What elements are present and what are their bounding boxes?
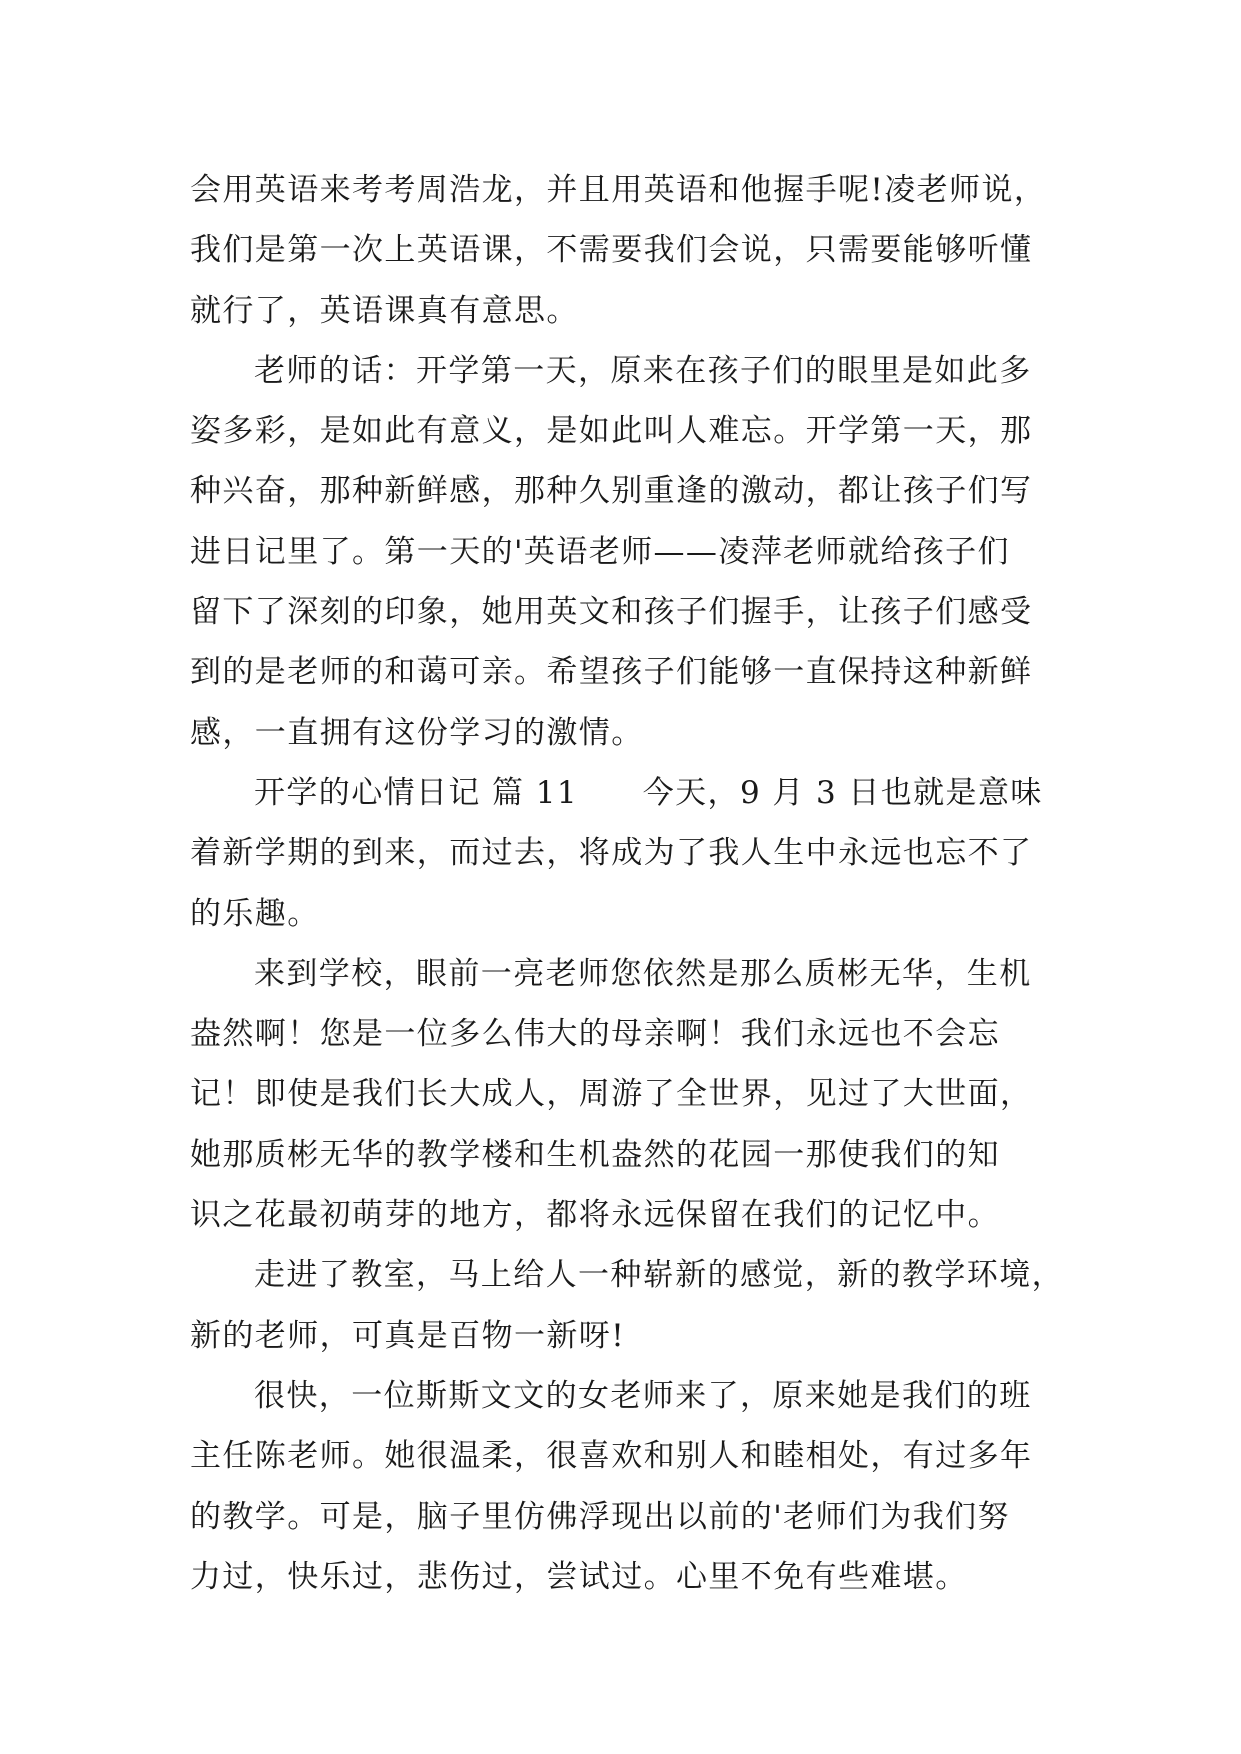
text-line: 盎然啊！您是一位多么伟大的母亲啊！我们永远也不会忘 [190, 1016, 1000, 1053]
text-line: 的乐趣。 [190, 895, 320, 932]
text-line: 开学的心情日记 篇 11 今天，9 月 3 日也就是意味 [254, 774, 1043, 811]
paragraph-3 [190, 763, 1070, 944]
text-line: 种兴奋，那种新鲜感，那种久别重逢的激动，都让孩子们写 [190, 473, 1033, 510]
text-line: 识之花最初萌芽的地方，都将永远保留在我们的记忆中。 [190, 1197, 1000, 1234]
text-line: 主任陈老师。她很温柔，很喜欢和别人和睦相处，有过多年 [190, 1438, 1033, 1475]
text-line: 的教学。可是，脑子里仿佛浮现出以前的'老师们为我们努 [190, 1498, 1010, 1535]
text-line: 老师的话：开学第一天，原来在孩子们的眼里是如此多 [254, 352, 1032, 389]
document-body [190, 160, 1070, 1607]
text-line: 来到学校，眼前一亮老师您依然是那么质彬无华，生机 [254, 955, 1032, 992]
text-line: 很快，一位斯斯文文的女老师来了，原来她是我们的班 [254, 1377, 1032, 1414]
paragraph-4 [190, 944, 1070, 1245]
paragraph-2 [190, 341, 1070, 763]
text-line: 进日记里了。第一天的'英语老师——凌萍老师就给孩子们 [190, 533, 1010, 570]
text-line: 新的老师，可真是百物一新呀! [190, 1317, 626, 1354]
paragraph-5 [190, 1245, 1070, 1366]
paragraph-6 [190, 1366, 1070, 1607]
paragraph-1 [190, 160, 1070, 341]
text-line: 感，一直拥有这份学习的激情。 [190, 714, 644, 751]
text-line: 我们是第一次上英语课，不需要我们会说，只需要能够听懂 [190, 232, 1033, 269]
text-line: 力过，快乐过，悲伤过，尝试过。心里不免有些难堪。 [190, 1558, 968, 1595]
text-line: 会用英语来考考周浩龙，并且用英语和他握手呢!凌老师说， [190, 172, 1047, 208]
text-line: 就行了，英语课真有意思。 [190, 292, 579, 329]
text-line: 记！即使是我们长大成人，周游了全世界，见过了大世面， [190, 1076, 1033, 1113]
text-line: 留下了深刻的印象，她用英文和孩子们握手，让孩子们感受 [190, 594, 1033, 631]
text-line: 着新学期的到来，而过去，将成为了我人生中永远也忘不了 [190, 835, 1033, 872]
text-line: 到的是老师的和蔼可亲。希望孩子们能够一直保持这种新鲜 [190, 654, 1033, 691]
text-line: 走进了教室，马上给人一种崭新的感觉，新的教学环境， [254, 1257, 1064, 1294]
text-line: 她那质彬无华的教学楼和生机盎然的花园一那使我们的知 [190, 1136, 1000, 1173]
text-line: 姿多彩，是如此有意义，是如此叫人难忘。开学第一天，那 [190, 413, 1033, 450]
